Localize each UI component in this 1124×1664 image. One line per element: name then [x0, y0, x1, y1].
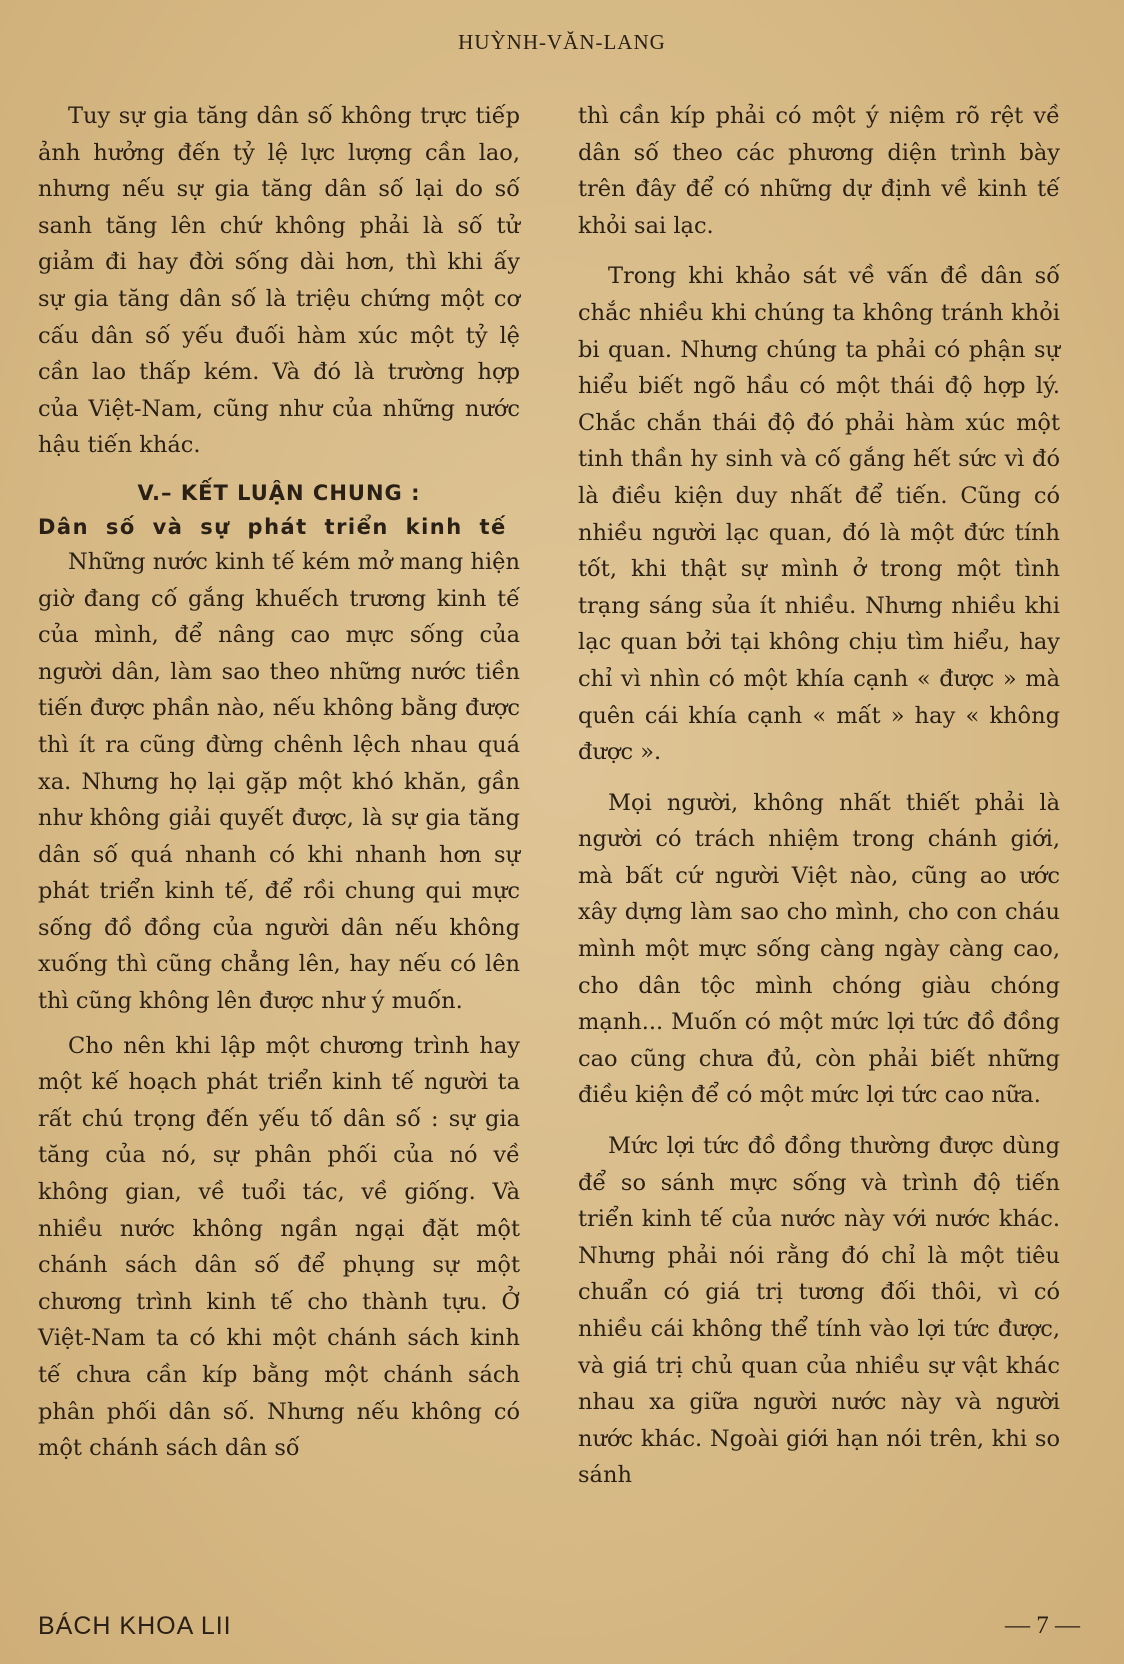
journal-name: BÁCH KHOA LII — [38, 1612, 232, 1640]
paragraph: thì cần kíp phải có một ý niệm rõ rệt về dân số theo các phương diện trình bày trên đây để có những dự định về kinh tế khỏi sai lạc. — [578, 103, 1060, 239]
section-subheading: Dân số và sự phát triển kinh tế — [38, 514, 507, 539]
paragraph: Những nước kinh tế kém mở mang hiện giờ đang cố gắng khuếch trương kinh tế của mình, để nâng cao mực sống của người dân, làm sao theo những nước tiền tiến được phần nào, nếu không bằng được thì ít ra cũng đừng chênh lệch nhau quá xa. Nhưng họ lại gặp một khó khăn, gần như không giải quyết được, là sự gia tăng dân số quá nhanh có khi nhanh hơn sự phát triển kinh tế, để rồi chung qui mực sống đồ đồng của người dân nếu không xuống thì cũng chẳng lên, hay nếu có lên thì cũng không lên được như ý muốn. — [38, 548, 520, 1015]
paragraph: Cho nên khi lập một chương trình hay một kế hoạch phát triển kinh tế người ta rất chú trọng đến yếu tố dân số : sự gia tăng của nó, sự phân phối của nó về không gian, về tuổi tác, về giống. Và nhiều nước không ngần ngại đặt một chánh sách dân số để phụng sự một chương trình kinh tế cho thành tựu. Ở Việt-Nam ta có khi một chánh sách kinh tế chưa cần kíp bằng một chánh sách phân phối dân số. Nhưng nếu không có một chánh sách dân số — [38, 1032, 520, 1462]
paragraph: Mức lợi tức đồ đồng thường được dùng để so sánh mực sống và trình độ tiến triển kinh tế của nước này với nước khác. Nhưng phải nói rằng đó chỉ là một tiêu chuẩn có giá trị tương đối thôi, vì có nhiều cái không thể tính vào lợi tức được, và giá trị chủ quan của nhiều sự vật khác nhau xa giữa người nước này và người nước khác. Ngoài giới hạn nói trên, khi so sánh — [578, 1133, 1060, 1489]
paragraph: Trong khi khảo sát về vấn đề dân số chắc nhiều khi chúng ta không tránh khỏi bi quan. Nhưng chúng ta phải có phận sự hiểu biết ngõ hầu có một thái độ hợp lý. Chắc chắn thái độ đó phải hàm xúc một tinh thần hy sinh và cố gắng hết sức vì đó là điều kiện duy nhất để tiến. Cũng có nhiều người lạc quan, đó là một đức tính tốt, khi thật sự mình ở trong một tình trạng sáng sủa ít nhiều. Nhưng nhiều khi lạc quan bởi tại không chịu tìm hiểu, hay chỉ vì nhìn có một khía cạnh « được » mà quên cái khía cạnh « mất » hay « không được ». — [578, 263, 1060, 766]
section-heading: V.– KẾT LUẬN CHUNG : — [137, 480, 421, 505]
left-column — [38, 98, 520, 1467]
right-column — [578, 98, 1060, 1494]
paragraph: Tuy sự gia tăng dân số không trực tiếp ảnh hưởng đến tỷ lệ lực lượng cần lao, nhưng nếu sự gia tăng dân số lại do số sanh tăng lên chứ không phải là số tử giảm đi hay đời sống dài hơn, thì khi ấy sự gia tăng dân số là triệu chứng một cơ cấu dân số yếu đuối hàm xúc một tỷ lệ cần lao thấp kém. Và đó là trường hợp của Việt-Nam, cũng như của những nước hậu tiến khác. — [38, 103, 520, 459]
paragraph: Mọi người, không nhất thiết phải là người có trách nhiệm trong chánh giới, mà bất cứ người Việt nào, cũng ao ước xây dựng làm sao cho mình, cho con cháu mình một mực sống càng ngày càng cao, cho dân tộc mình chóng giàu chóng mạnh... Muốn có một mức lợi tức đồ đồng cao cũng chưa đủ, còn phải biết những điều kiện để có một mức lợi tức cao nữa. — [578, 789, 1060, 1109]
page-number: — 7 — — [1005, 1612, 1080, 1639]
running-header: HUỲNH-VĂN-LANG — [458, 30, 666, 54]
